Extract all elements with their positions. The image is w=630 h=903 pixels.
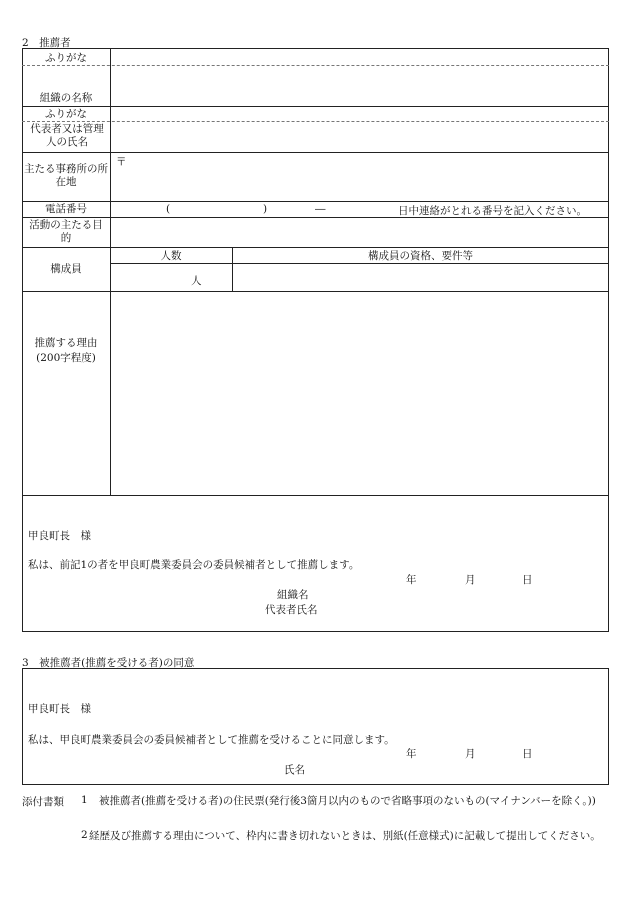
declaration-month: 月 <box>465 574 476 586</box>
rep-name-input[interactable] <box>112 123 610 152</box>
rep-furigana-input[interactable] <box>112 107 610 122</box>
consent-day: 日 <box>522 748 533 760</box>
label-org-name: 組織の名称 <box>39 92 93 104</box>
consent-name-label: 氏名 <box>284 764 305 776</box>
declaration-org-label: 組織名 <box>277 589 309 601</box>
label-column-divider <box>110 48 111 495</box>
reason-textarea[interactable] <box>112 293 610 496</box>
consent-month: 月 <box>465 748 476 760</box>
row-divider-members <box>22 291 609 292</box>
label-main-office: 主たる事務所の所在地 <box>24 163 108 188</box>
label-furigana-2: ふりがな <box>45 108 87 120</box>
activity-purpose-input[interactable] <box>112 219 610 247</box>
org-furigana-input[interactable] <box>112 49 610 66</box>
attachment-2-text: 経歴及び推薦する理由について、枠内に書き切れないときは、別紙(任意様式)に記載して提出してください。 <box>89 830 601 842</box>
declaration-addressee: 甲良町長 様 <box>28 530 91 542</box>
org-name-input[interactable] <box>112 67 610 106</box>
phone-note: 日中連絡がとれる番号を記入ください。 <box>398 205 587 217</box>
postal-mark: 〒 <box>116 156 127 168</box>
attachment-1-number: 1 <box>81 794 88 806</box>
declaration-statement: 私は、前記1の者を甲良町農業委員会の委員候補者として推薦します。 <box>28 559 360 571</box>
label-members: 構成員 <box>50 263 82 275</box>
section2-heading: 2 推薦者 <box>22 37 71 49</box>
person-unit: 人 <box>191 275 202 287</box>
row-divider-activity <box>22 247 609 248</box>
declaration-day: 日 <box>522 574 533 586</box>
section3-heading: 3 被推薦者(推薦を受ける者)の同意 <box>22 657 195 669</box>
address-input[interactable] <box>130 154 610 201</box>
label-reason-sub: (200字程度) <box>36 352 96 364</box>
attachment-1-text: 被推薦者(推薦を受ける者)の住民票(発行後3箇月以内のもので省略事項のないもの(マイナンバーを除く。)) <box>99 795 596 807</box>
consent-addressee: 甲良町長 様 <box>28 703 91 715</box>
declaration-year: 年 <box>406 574 417 586</box>
label-furigana-1: ふりがな <box>45 52 87 64</box>
headcount-header: 人数 <box>160 250 182 262</box>
consent-year: 年 <box>406 748 417 760</box>
phone-close-paren: ) <box>263 203 268 215</box>
consent-statement: 私は、甲良町農業委員会の委員候補者として推薦を受けることに同意します。 <box>28 734 395 746</box>
attachments-label: 添付書類 <box>22 796 64 808</box>
phone-dash: ― <box>315 203 326 215</box>
attachment-2-number: 2 <box>81 829 88 841</box>
phone-open-paren: ( <box>166 203 171 215</box>
label-representative-name: 代表者又は管理人の氏名 <box>30 123 104 148</box>
declaration-rep-label: 代表者氏名 <box>265 604 318 616</box>
label-activity-purpose: 活動の主たる目的 <box>29 219 103 244</box>
row-divider-office <box>22 201 609 202</box>
qualification-header: 構成員の資格、要件等 <box>368 250 473 262</box>
consent-box <box>22 668 609 785</box>
label-phone: 電話番号 <box>45 203 87 215</box>
label-reason: 推薦する理由 <box>34 337 98 349</box>
members-header-divider <box>110 263 609 264</box>
row-divider-rep <box>22 152 609 153</box>
